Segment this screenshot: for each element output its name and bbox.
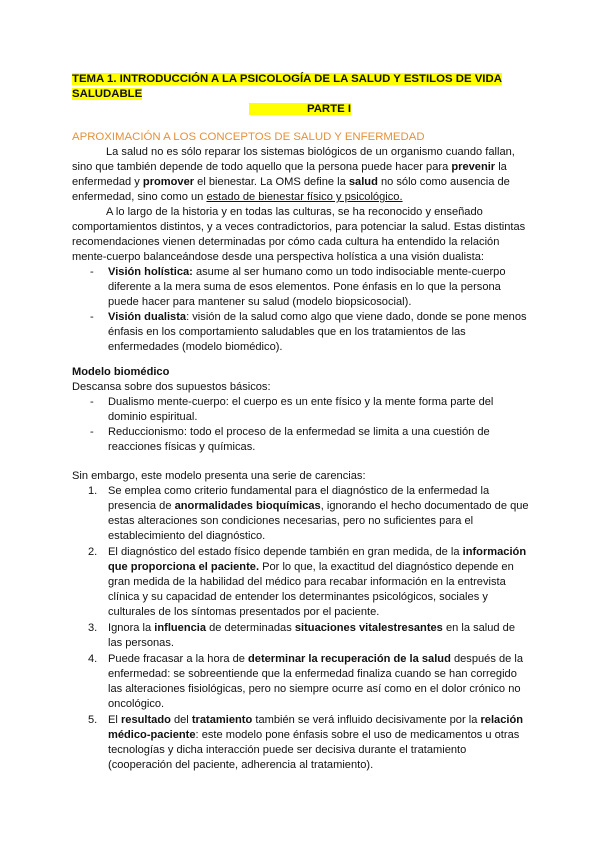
carencias-section <box>72 469 530 774</box>
list-item: - Visión dualista: visión de la salud como algo que viene dado, donde se pone menos énfasis en los comportamiento saludables que en los tratamientos de las enfermedades (modelo biomédico). <box>90 311 527 353</box>
list-item: 3. Ignora la influencia de determinadas situaciones vitalestresantes en la salud de las personas. <box>88 622 516 649</box>
list-item: - Visión holística: asume al ser humano como un todo indisociable mente-cuerpo diferente a la mera suma de esos elementos. Pone énfasis en lo que la persona puede hacer para mantener su salud (modelo biopsicosocial). <box>90 266 506 308</box>
biomedico-section <box>72 365 530 455</box>
carencias-list <box>72 484 530 773</box>
list-item: 5. El resultado del tratamiento también se verá influido decisivamente por la relación médico-paciente: este modelo pone énfasis sobre el uso de medicamentos u otras tecnologías y dicha interacción puede ser decisiva durante el tratamiento (cooperación del paciente, adherencia al tratamiento). <box>88 714 523 771</box>
views-list <box>72 265 530 355</box>
list-item: - Dualismo mente-cuerpo: el cuerpo es un ente físico y la mente forma parte del dominio espiritual. <box>90 396 494 423</box>
title-line-1: TEMA 1. INTRODUCCIÓN A LA PSICOLOGÍA DE LA SALUD Y ESTILOS DE VIDA <box>72 73 502 85</box>
section-body <box>72 145 530 355</box>
section-heading: APROXIMACIÓN A LOS CONCEPTOS DE SALUD Y ENFERMEDAD <box>72 131 425 143</box>
biomedico-heading: Modelo biomédico <box>72 366 170 378</box>
biomedico-intro: Descansa sobre dos supuestos básicos: <box>72 381 271 393</box>
title-line-2: SALUDABLE <box>72 88 143 100</box>
document-title <box>72 72 532 102</box>
list-item: 2. El diagnóstico del estado físico depende también en gran medida, de la información que proporciona el paciente. Por lo que, la exactitud del diagnóstico depende en gran medida de la habilidad del médico para recabar información en la entrevista clínica y su capacidad de entender los determinantes psicológicos, sociales y culturales de los síntomas presentados por el paciente. <box>88 546 527 618</box>
assumptions-list <box>72 395 530 455</box>
list-item: 1. Se emplea como criterio fundamental para el diagnóstico de la enfermedad la presencia de anormalidades bioquímicas, ignorando el hecho documentado de que estas alteraciones son condiciones necesarias, pero no suficientes para el establecimiento del diagnóstico. <box>88 485 529 542</box>
list-item: 4. Puede fracasar a la hora de determinar la recuperación de la salud después de la enfermedad: se sobreentiende que la enfermedad finaliza cuando se han corregido las alteraciones fisiológicas, pero no siempre ocurre así como en el dolor crónico no oncológico. <box>88 653 524 710</box>
carencias-intro: Sin embargo, este modelo presenta una serie de carencias: <box>72 470 366 482</box>
part-label: PARTE I <box>249 103 351 115</box>
part-heading <box>0 102 600 117</box>
paragraph-historia: A lo largo de la historia y en todas las culturas, se ha reconocido y enseñado comportamientos distintos, y a veces contradictorios, para potenciar la salud. Estas distintas recomendaciones vienen determinadas por cómo cada cultura ha entendido la relación mente-cuerpo balanceándose desde una perspectiva holística a una visión dualista: <box>72 206 526 263</box>
paragraph-salud: La salud no es sólo reparar los sistemas biológicos de un organismo cuando fallan, sino que también depende de todo aquello que la persona puede hacer para prevenir la enfermedad y promover el bienestar. La OMS define la salud no sólo como ausencia de enfermedad, sino como un estado de bienestar físico y psicológico. <box>72 146 515 203</box>
list-item: - Reduccionismo: todo el proceso de la enfermedad se limita a una cuestión de reacciones físicas y químicas. <box>90 426 490 453</box>
